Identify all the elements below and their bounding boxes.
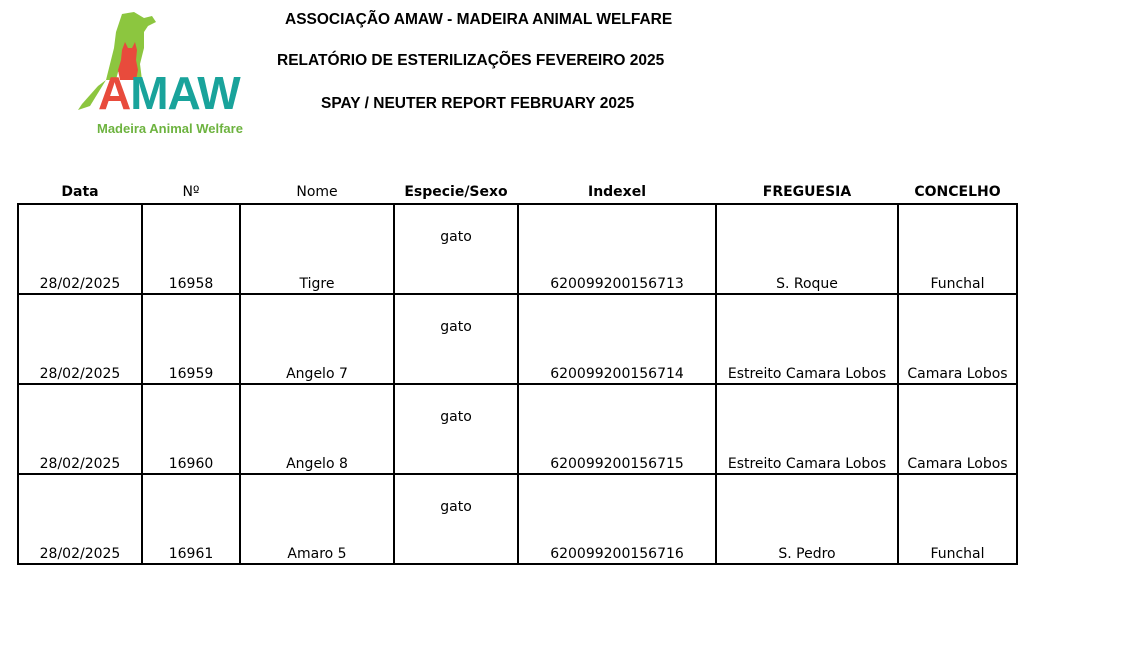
report-title-en: SPAY / NEUTER REPORT FEBRUARY 2025 [321,95,635,112]
cell-nome: Angelo 8 [240,384,394,474]
col-header-nome: Nome [296,184,338,200]
col-header-concelho: CONCELHO [914,184,1001,200]
cell-especie: gato [394,294,518,384]
cell-data: 28/02/2025 [18,294,142,384]
cell-numero: 16960 [142,384,240,474]
table-row [18,204,1017,294]
cell-freguesia: Estreito Camara Lobos [716,384,898,474]
cell-freguesia: S. Pedro [716,474,898,564]
cell-concelho: Funchal [898,474,1017,564]
cell-data: 28/02/2025 [18,384,142,474]
logo-tagline: Madeira Animal Welfare [97,121,243,136]
cell-numero: 16958 [142,204,240,294]
cell-indexel: 620099200156715 [518,384,716,474]
cell-data: 28/02/2025 [18,474,142,564]
cell-numero: 16959 [142,294,240,384]
table-row [18,384,1017,474]
cell-concelho: Camara Lobos [898,384,1017,474]
cell-nome: Amaro 5 [240,474,394,564]
cell-especie: gato [394,384,518,474]
cell-concelho: Camara Lobos [898,294,1017,384]
sterilization-table [17,181,1018,565]
cell-numero: 16961 [142,474,240,564]
table-header-row [18,181,1017,204]
cell-concelho: Funchal [898,204,1017,294]
col-header-data: Data [61,184,99,200]
table-row [18,474,1017,564]
cell-especie: gato [394,204,518,294]
col-header-especie: Especie/Sexo [404,184,508,200]
cell-indexel: 620099200156716 [518,474,716,564]
cell-nome: Angelo 7 [240,294,394,384]
cell-nome: Tigre [240,204,394,294]
col-header-freguesia: FREGUESIA [762,184,852,200]
col-header-numero: Nº [182,184,200,200]
table-row [18,294,1017,384]
logo-wordmark: AMAW [98,67,240,119]
cell-freguesia: S. Roque [716,204,898,294]
col-header-indexel: Indexel [587,184,647,200]
cell-indexel: 620099200156714 [518,294,716,384]
amaw-logo [70,8,270,140]
cell-data: 28/02/2025 [18,204,142,294]
cell-indexel: 620099200156713 [518,204,716,294]
association-title: ASSOCIAÇÃO AMAW - MADEIRA ANIMAL WELFARE [285,11,673,28]
cell-freguesia: Estreito Camara Lobos [716,294,898,384]
report-title-pt: RELATÓRIO DE ESTERILIZAÇÕES FEVEREIRO 2025 [277,52,665,69]
cell-especie: gato [394,474,518,564]
